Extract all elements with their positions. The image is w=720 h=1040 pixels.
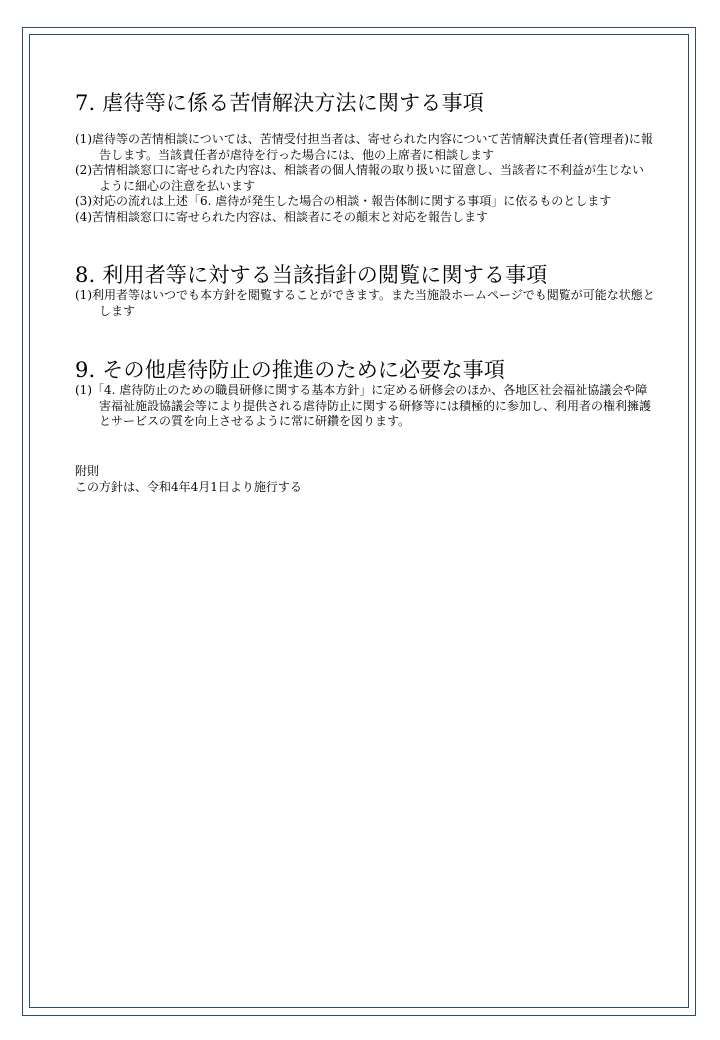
appendix-heading: 附則 (75, 463, 100, 478)
document-body (75, 90, 655, 495)
appendix-text: この方針は、令和4年4月1日より施行する (75, 479, 302, 494)
section-7-title: 7. 虐待等に係る苦情解決方法に関する事項 (75, 91, 484, 115)
section-9-list (75, 383, 655, 430)
appendix (75, 463, 655, 495)
section-8-list (75, 288, 655, 319)
section-9-title: 9. その他虐待防止の推進のために必要な事項 (75, 358, 506, 382)
section-7-item-1: (1)虐待等の苦情相談については、苦情受付担当者は、寄せられた内容について苦情解決責任者(管理者)に報告します。当該責任者が虐待を行った場合には、他の上席者に相談します (75, 132, 653, 162)
section-8-item-1: (1)利用者等はいつでも本方針を閲覧することができます。また当施設ホームページでも閲覧が可能な状態とします (75, 288, 655, 318)
section-7-item-4: (4)苦情相談窓口に寄せられた内容は、相談者にその顛末と対応を報告します (75, 209, 489, 224)
section-8-title: 8. 利用者等に対する当該指針の閲覧に関する事項 (75, 263, 548, 287)
section-9-item-1: (1)「4. 虐待防止のための職員研修に関する基本方針」に定める研修会のほか、各地区社会福祉協議会や障害福祉施設協議会等により提供される虐待防止に関する研修等には積極的に参加し、利用者の権利擁護とサービスの質を向上させるように常に研鑽を図ります。 (75, 383, 652, 428)
section-7-item-3: (3)対応の流れは上述「6. 虐待が発生した場合の相談・報告体制に関する事項」に依るものとします (75, 194, 612, 208)
section-7-list (75, 132, 655, 225)
section-7-item-2: (2)苦情相談窓口に寄せられた内容は、相談者の個人情報の取り扱いに留意し、当該者に不利益が生じないように細心の注意を払います (75, 163, 645, 193)
